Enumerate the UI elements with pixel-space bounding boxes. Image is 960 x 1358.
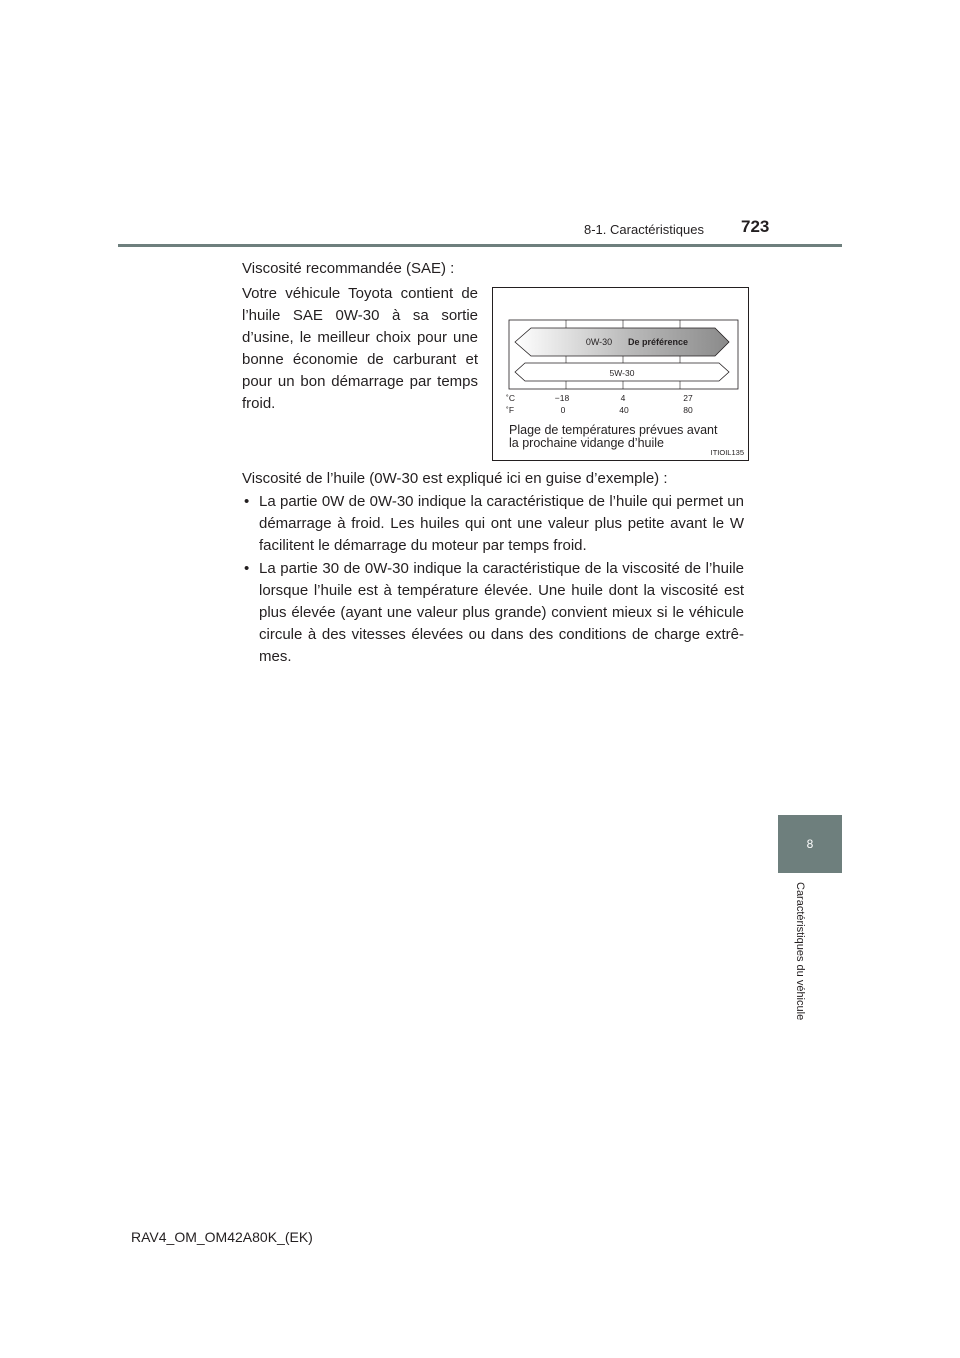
preferred-label: De préférence	[627, 337, 689, 347]
celsius-unit: ˚C	[506, 393, 515, 403]
chapter-number: 8	[806, 837, 814, 851]
celsius-tick-label: −18	[554, 393, 570, 403]
intro-paragraph: Votre véhicule Toyota contient de l’huile SAE 0W-30 à sa sortie d’usine, le meilleur choix pour une bonne économie de carburant et pour un bon démarrage par temps froid.	[242, 285, 478, 412]
chapter-tab	[778, 815, 842, 873]
bullet-list	[244, 491, 744, 668]
recommended-viscosity-label: Viscosité recommandée (SAE) :	[242, 260, 455, 277]
alternate-grade-label: 5W-30	[609, 368, 635, 378]
bullet-mark: •	[244, 560, 250, 577]
caption-line: la prochaine vidange d’huile	[509, 436, 664, 450]
celsius-tick-label: 4	[620, 393, 626, 403]
fahrenheit-tick-label: 0	[560, 405, 566, 415]
page-number: 723	[741, 217, 770, 236]
viscosity-diagram	[492, 287, 749, 461]
list-item	[244, 558, 744, 668]
celsius-tick-label: 27	[683, 393, 693, 403]
viscosity-explanation-intro: Viscosité de l’huile (0W-30 est expliqué ici en guise d’exemple) :	[242, 470, 668, 487]
diagram-caption	[509, 424, 717, 450]
fahrenheit-tick-label: 80	[683, 405, 693, 415]
bullet-text: La partie 30 de 0W-30 indique la caractéristique de la viscosité de l’huile lorsque l’huile est à température élevée. Une huile dont la viscosité est plus élevée (ayant une valeur plus grande) convient mieux si le véhicule circule à des vitesses élevées ou dans des conditions de charge extrê-mes.	[259, 560, 744, 665]
fahrenheit-unit: ˚F	[506, 405, 515, 415]
chapter-title: Caractéristiques du véhicule	[794, 882, 806, 1021]
bullet-mark: •	[244, 493, 250, 510]
fahrenheit-tick-label: 40	[619, 405, 629, 415]
preferred-range-arrow	[515, 328, 729, 356]
preferred-grade-label: 0W-30	[585, 337, 613, 347]
caption-line: Plage de températures prévues avant	[509, 423, 718, 437]
document-code: RAV4_OM_OM42A80K_(EK)	[131, 1229, 313, 1245]
section-title: 8-1. Caractéristiques	[584, 222, 704, 237]
header-divider	[118, 244, 842, 247]
bullet-text: La partie 0W de 0W-30 indique la caractéristique de l’huile qui permet un démarrage à froid. Les huiles qui ont une valeur plus petite avant le W facilitent le démarrage du moteur par temps froid.	[259, 493, 744, 554]
list-item	[244, 491, 744, 557]
figure-id: ITIOIL135	[710, 448, 744, 457]
